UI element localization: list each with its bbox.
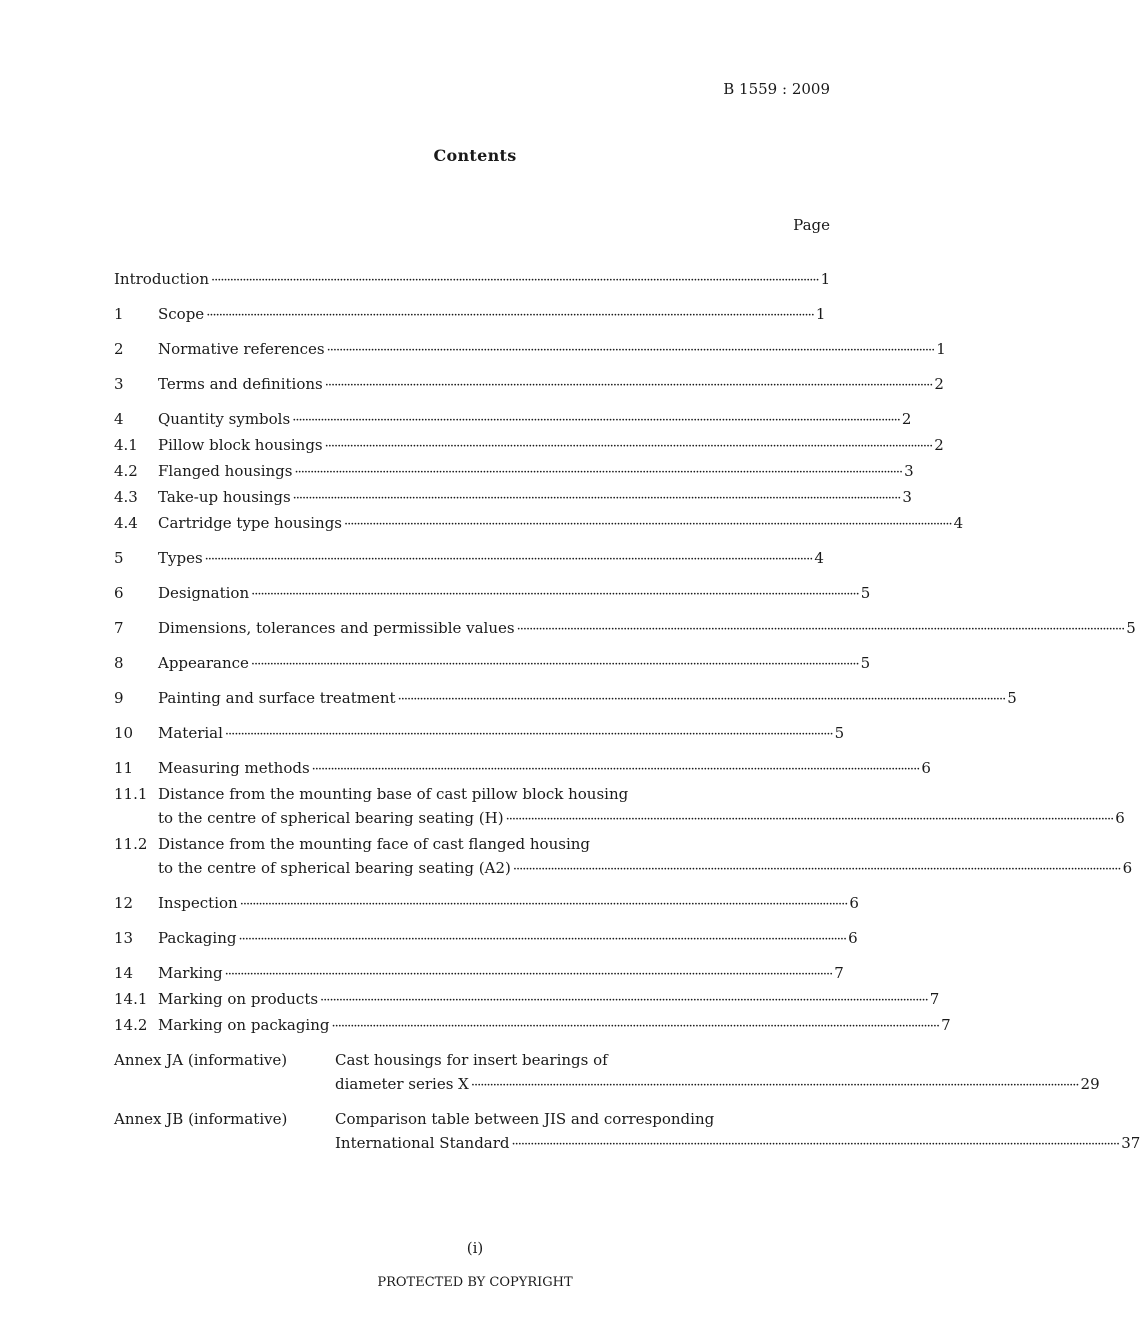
toc-entry-title: Marking on products (158, 990, 319, 1008)
toc-entry-number: 4.2 (114, 462, 138, 480)
toc-entry-number: 3 (114, 375, 124, 393)
toc-entry-number: 11 (114, 759, 134, 777)
toc-entry-number: 2 (114, 340, 124, 358)
leader-dots (344, 511, 952, 537)
toc-entry-page: 1 (820, 270, 831, 288)
toc-entry-page: 3 (902, 488, 912, 506)
toc-entry-number: 11.2 (114, 835, 148, 853)
toc-entry-page: 5 (1126, 619, 1136, 637)
toc-entry-title-line1: Distance from the mounting face of cast flanged housing (158, 835, 591, 853)
toc-entry-number: 14 (114, 964, 134, 982)
toc-entry-number: 7 (114, 619, 124, 637)
toc-subentry[interactable] (114, 485, 912, 511)
toc-entry-page: 7 (929, 990, 940, 1008)
toc-entry-title: Painting and surface treatment (158, 689, 396, 707)
toc-entry-title: Take-up housings (158, 488, 291, 506)
leader-dots (312, 756, 920, 782)
toc-entry-title: Introduction (114, 270, 209, 288)
toc-entry-title: Packaging (158, 929, 237, 947)
toc-entry-number: 4.4 (114, 514, 138, 532)
toc-entry-number: 14.1 (114, 990, 148, 1008)
page-number: (i) (466, 1239, 484, 1257)
toc-entry-title: Flanged housings (158, 462, 293, 480)
leader-dots (327, 337, 935, 363)
leader-dots (325, 433, 933, 459)
toc-entry-title: Marking (158, 964, 223, 982)
page-column-label: Page (793, 216, 830, 234)
leader-dots (205, 546, 813, 572)
leader-dots (320, 987, 928, 1013)
toc-entry-number: 6 (114, 584, 124, 602)
toc-entry-number: 12 (114, 894, 134, 912)
annex-label: Annex JA (informative) (114, 1051, 288, 1069)
copyright-footer: PROTECTED BY COPYRIGHT (377, 1275, 573, 1290)
leader-dots (225, 721, 833, 747)
annex-label: Annex JB (informative) (114, 1110, 288, 1128)
leader-dots (251, 651, 859, 677)
toc-subentry[interactable] (114, 433, 944, 459)
toc-entry-number: 11.1 (114, 785, 148, 803)
toc-entry-page: 3 (904, 462, 914, 480)
toc-subentry-multiline[interactable] (114, 782, 1125, 832)
toc-entry[interactable] (114, 891, 859, 917)
toc-entry-number: 5 (114, 549, 124, 567)
toc-entry-title: Terms and definitions (158, 375, 323, 393)
toc-entry-page: 7 (834, 964, 844, 982)
toc-annex-entry[interactable] (114, 1048, 1100, 1098)
toc-entry[interactable] (114, 756, 931, 782)
toc-entry-title-line2: to the centre of spherical bearing seating (A2) (158, 859, 511, 877)
toc-entry[interactable] (114, 686, 1017, 712)
toc-entry-page: 5 (834, 724, 845, 742)
toc-entry[interactable] (114, 372, 944, 398)
toc-subentry-multiline[interactable] (114, 832, 1133, 882)
leader-dots (211, 267, 819, 293)
table-of-contents (114, 267, 1140, 1157)
leader-dots (506, 806, 1114, 832)
toc-entry-page: 4 (814, 549, 824, 567)
toc-entry-number: 4.3 (114, 488, 138, 506)
toc-entry-page: 7 (941, 1016, 951, 1034)
toc-entry-number: 4.1 (114, 436, 138, 454)
toc-entry-number: 10 (114, 724, 134, 742)
toc-entry-page: 2 (901, 410, 912, 428)
toc-annex-entry[interactable] (114, 1107, 1140, 1157)
toc-entry[interactable] (114, 926, 858, 952)
toc-entry-title: Cartridge type housings (158, 514, 342, 532)
toc-entry-title: Appearance (158, 654, 249, 672)
toc-entry-number: 1 (114, 305, 124, 323)
toc-entry-page: 6 (1115, 809, 1125, 827)
leader-dots (332, 1013, 940, 1039)
toc-entry[interactable] (114, 546, 824, 572)
toc-entry-title: Pillow block housings (158, 436, 323, 454)
toc-entry-title: Normative references (158, 340, 325, 358)
standard-code: B 1559 : 2009 (723, 80, 830, 98)
toc-entry-number: 8 (114, 654, 124, 672)
toc-entry-number: 9 (114, 689, 124, 707)
toc-entry[interactable] (114, 302, 826, 328)
toc-entry-page: 6 (849, 894, 859, 912)
toc-entry-page: 1 (815, 305, 826, 323)
toc-entry-title: Types (158, 549, 203, 567)
toc-entry[interactable] (114, 581, 871, 607)
leader-dots (292, 407, 900, 433)
toc-entry-page: 4 (953, 514, 964, 532)
toc-entry-title: Scope (158, 305, 205, 323)
annex-title-line1: Cast housings for insert bearings of (335, 1051, 608, 1069)
toc-entry[interactable] (114, 961, 844, 987)
toc-entry-title: Measuring methods (158, 759, 310, 777)
toc-entry-page: 6 (921, 759, 931, 777)
toc-entry-title: Inspection (158, 894, 238, 912)
leader-dots (240, 891, 848, 917)
toc-entry-page: 29 (1080, 1075, 1100, 1093)
leader-dots (238, 926, 846, 952)
toc-entry-title: Designation (158, 584, 250, 602)
toc-subentry[interactable] (114, 987, 940, 1013)
toc-entry-page: 2 (934, 375, 944, 393)
toc-entry-number: 14.2 (114, 1016, 148, 1034)
toc-entry-page: 5 (860, 654, 871, 672)
leader-dots (517, 616, 1125, 642)
toc-entry[interactable] (114, 337, 946, 363)
leader-dots (225, 961, 833, 987)
toc-entry-page: 2 (934, 436, 944, 454)
page-title: Contents (433, 146, 517, 165)
leader-dots (513, 856, 1121, 882)
toc-entry-number: 4 (114, 410, 124, 428)
toc-subentry[interactable] (114, 1013, 951, 1039)
toc-entry-title: Marking on packaging (158, 1016, 330, 1034)
leader-dots (325, 372, 933, 398)
toc-entry-number: 13 (114, 929, 134, 947)
toc-entry-page: 6 (848, 929, 858, 947)
toc-entry-page: 6 (1122, 859, 1133, 877)
annex-title-line1: Comparison table between JIS and corresponding (335, 1110, 715, 1128)
toc-entry-title: Material (158, 724, 223, 742)
leader-dots (471, 1072, 1079, 1098)
toc-entry-page: 1 (936, 340, 946, 358)
toc-entry[interactable] (114, 616, 1136, 642)
leader-dots (294, 459, 902, 485)
leader-dots (398, 686, 1006, 712)
leader-dots (293, 485, 901, 511)
toc-entry-page: 37 (1121, 1134, 1140, 1152)
toc-entry-title-line1: Distance from the mounting base of cast pillow block housing (158, 785, 629, 803)
leader-dots (206, 302, 814, 328)
leader-dots (512, 1131, 1120, 1157)
annex-title-line2: diameter series X (335, 1075, 469, 1093)
toc-entry-page: 5 (860, 584, 871, 602)
annex-title-line2: International Standard (335, 1134, 510, 1152)
toc-entry[interactable] (114, 651, 871, 677)
toc-entry-title: Quantity symbols (158, 410, 291, 428)
toc-subentry[interactable] (114, 459, 914, 485)
toc-entry-introduction[interactable] (114, 267, 831, 293)
toc-entry-title: Dimensions, tolerances and permissible values (158, 619, 515, 637)
toc-entry[interactable] (114, 721, 845, 747)
toc-entry-title-line2: to the centre of spherical bearing seating (H) (158, 809, 504, 827)
toc-entry[interactable] (114, 407, 912, 433)
leader-dots (251, 581, 859, 607)
toc-entry-page: 5 (1007, 689, 1017, 707)
toc-subentry[interactable] (114, 511, 964, 537)
